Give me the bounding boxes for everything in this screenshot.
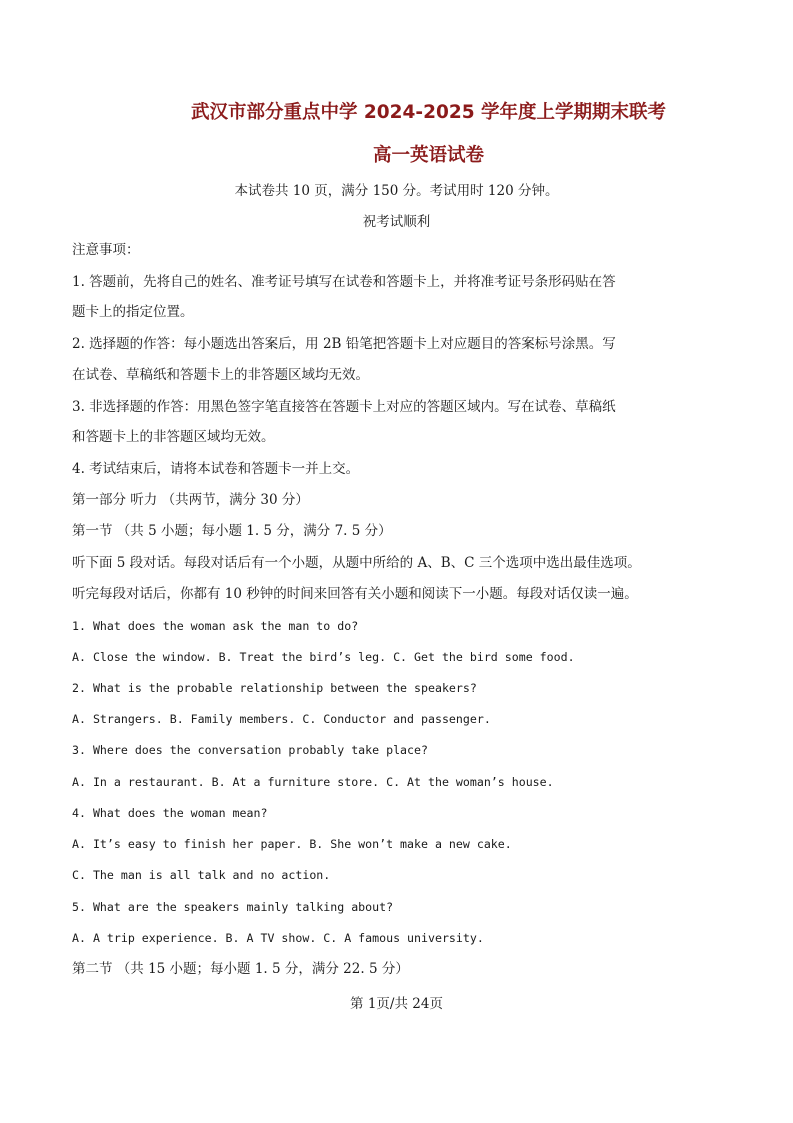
section1-heading: 第一节 （共 5 小题；每小题 1. 5 分，满分 7. 5 分）: [72, 523, 392, 539]
part1-heading: 第一部分 听力 （共两节，满分 30 分）: [72, 492, 309, 508]
exam-wish: 祝考试顺利: [362, 214, 431, 230]
notice-heading: 注意事项：: [72, 242, 140, 258]
question-1: 1. What does the woman ask the man to do?: [72, 619, 359, 633]
notice-item-2-line-1: 2. 选择题的作答：每小题选出答案后，用 2B 铅笔把答题卡上对应题目的答案标号涂黑。写: [72, 336, 616, 352]
question-2: 2. What is the probable relationship between the speakers?: [72, 681, 477, 695]
section2-heading: 第二节 （共 15 小题；每小题 1. 5 分，满分 22. 5 分）: [72, 961, 409, 977]
exam-subtitle: 高一英语试卷: [372, 145, 484, 166]
notice-item-1-line-1: 1. 答题前，先将自己的姓名、准考证号填写在试卷和答题卡上，并将准考证号条形码贴在答: [72, 274, 616, 290]
instructions-line-1: 听下面 5 段对话。每段对话后有一个小题，从题中所给的 A、B、C 三个选项中选出最佳选项。: [72, 555, 641, 571]
notice-item-1-line-2: 题卡上的指定位置。: [72, 304, 194, 320]
question-4: 4. What does the woman mean?: [72, 806, 268, 820]
notice-item-3-line-1: 3. 非选择题的作答：用黑色签字笔直接答在答题卡上对应的答题区域内。写在试卷、草稿纸: [72, 399, 616, 415]
exam-title: 武汉市部分重点中学 2024-2025 学年度上学期期末联考: [190, 102, 667, 123]
notice-item-4: 4. 考试结束后，请将本试卷和答题卡一并上交。: [72, 461, 360, 477]
question-5: 5. What are the speakers mainly talking about?: [72, 900, 394, 914]
exam-meta: 本试卷共 10 页，满分 150 分。考试用时 120 分钟。: [234, 183, 559, 199]
notice-item-2-line-2: 在试卷、草稿纸和答题卡上的非答题区域均无效。: [72, 367, 369, 383]
question-5-options: A. A trip experience. B. A TV show. C. A famous university.: [72, 931, 484, 945]
question-3-options: A. In a restaurant. B. At a furniture store. C. At the woman’s house.: [72, 775, 554, 789]
page-footer: 第 1页/共 24页: [350, 996, 443, 1012]
question-4-options-ab: A. It’s easy to finish her paper. B. She won’t make a new cake.: [72, 837, 512, 851]
question-3: 3. Where does the conversation probably take place?: [72, 743, 428, 757]
notice-item-3-line-2: 和答题卡上的非答题区域均无效。: [72, 429, 275, 445]
question-1-options: A. Close the window. B. Treat the bird’s leg. C. Get the bird some food.: [72, 650, 575, 664]
question-2-options: A. Strangers. B. Family members. C. Conductor and passenger.: [72, 712, 491, 726]
question-4-option-c: C. The man is all talk and no action.: [72, 868, 331, 882]
instructions-line-2: 听完每段对话后，你都有 10 秒钟的时间来回答有关小题和阅读下一小题。每段对话仅读一遍。: [72, 586, 638, 602]
